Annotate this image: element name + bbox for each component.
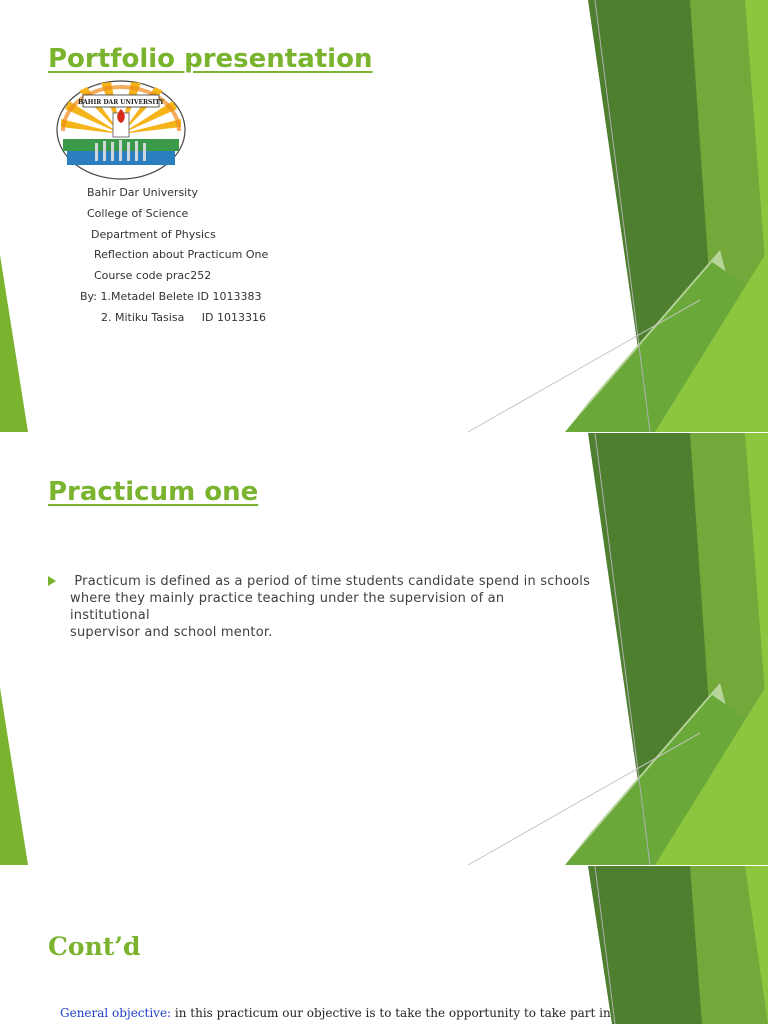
bullet-item xyxy=(48,573,591,641)
slide-title: Cont’d xyxy=(48,932,141,961)
university-logo xyxy=(55,79,187,181)
left-green-sliver xyxy=(0,255,28,432)
reflection-title: Reflection about Practicum One xyxy=(94,248,269,261)
department-name: Department of Physics xyxy=(91,228,216,241)
bullet-line: supervisor and school mentor. xyxy=(70,625,273,640)
slide-portfolio-presentation xyxy=(0,0,768,432)
slide-contd xyxy=(0,866,768,1024)
decor-dark-shape xyxy=(588,866,706,1024)
bullet-line: Practicum is defined as a period of time students candidate spend in schools xyxy=(70,574,591,589)
bullet-text xyxy=(70,573,591,641)
slide-title: Portfolio presentation xyxy=(48,44,373,74)
university-name: Bahir Dar University xyxy=(87,186,199,199)
bullet-arrow-icon xyxy=(48,576,56,586)
logo-wordmark: BAHIR DAR UNIVERSITY xyxy=(78,99,164,106)
objective-label: General objective: xyxy=(60,1006,172,1020)
slide-practicum-one xyxy=(0,433,768,865)
author-2: 2. Mitiku Tasisa ID 1013316 xyxy=(101,311,266,324)
objective-text: in this practicum our objective is to take the opportunity to take part in xyxy=(171,1006,611,1020)
author-1: By: 1.Metadel Belete ID 1013383 xyxy=(80,290,262,303)
bullet-line: where they mainly practice teaching under the supervision of an institutional xyxy=(70,591,505,623)
left-green-sliver xyxy=(0,688,28,865)
slide-title: Practicum one xyxy=(48,477,259,507)
course-code: Course code prac252 xyxy=(94,269,212,282)
college-name: College of Science xyxy=(87,207,189,220)
general-objective xyxy=(60,1006,611,1020)
